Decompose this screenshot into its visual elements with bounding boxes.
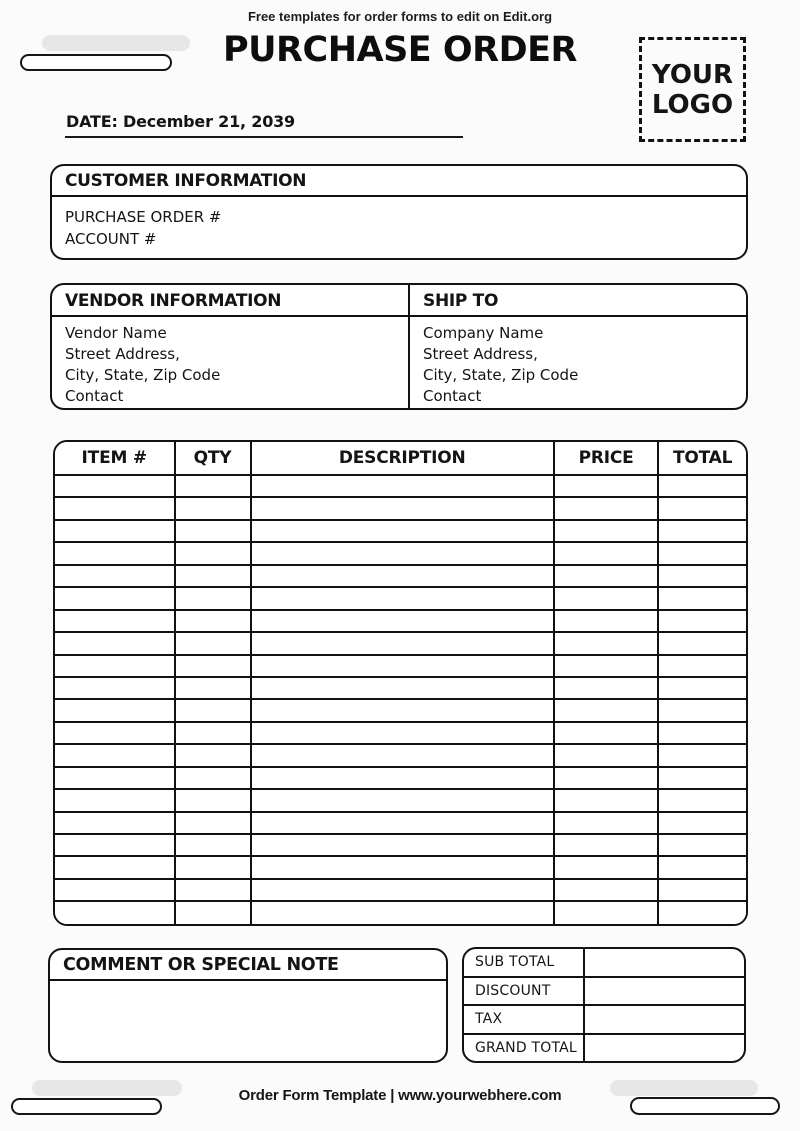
decor-pill-bottom-left-gray — [32, 1080, 182, 1096]
date-field[interactable]: DATE: December 21, 2039 — [65, 112, 463, 138]
column-header-description: DESCRIPTION — [251, 442, 554, 475]
item-row — [55, 677, 746, 699]
info-line: ACCOUNT # — [65, 230, 157, 248]
item-cell[interactable] — [554, 834, 658, 856]
item-row — [55, 722, 746, 744]
info-line: Contact — [423, 387, 482, 405]
vendor-information-fields — [52, 317, 408, 410]
logo-placeholder-label: YOUR LOGO — [651, 59, 734, 120]
item-cell[interactable] — [55, 565, 175, 587]
item-cell[interactable] — [251, 789, 554, 811]
item-cell[interactable] — [55, 542, 175, 564]
item-cell[interactable] — [55, 744, 175, 766]
item-cell[interactable] — [175, 475, 251, 497]
item-row — [55, 834, 746, 856]
item-cell[interactable] — [175, 677, 251, 699]
info-line: City, State, Zip Code — [65, 366, 221, 384]
item-cell[interactable] — [251, 497, 554, 519]
item-cell[interactable] — [554, 744, 658, 766]
item-row — [55, 767, 746, 789]
item-cell[interactable] — [554, 901, 658, 924]
decor-pill-top-outline — [20, 54, 172, 71]
item-cell[interactable] — [658, 767, 746, 789]
vendor-information-column — [52, 285, 410, 408]
item-cell[interactable] — [554, 812, 658, 834]
item-cell[interactable] — [554, 722, 658, 744]
item-cell[interactable] — [175, 699, 251, 721]
item-cell[interactable] — [175, 542, 251, 564]
item-cell[interactable] — [55, 632, 175, 654]
site-tagline: Free templates for order forms to edit on Edit.org — [247, 9, 553, 24]
item-cell[interactable] — [175, 520, 251, 542]
item-row — [55, 879, 746, 901]
item-cell[interactable] — [251, 879, 554, 901]
item-cell[interactable] — [251, 520, 554, 542]
item-cell[interactable] — [251, 655, 554, 677]
item-cell[interactable] — [658, 475, 746, 497]
item-cell[interactable] — [251, 542, 554, 564]
totals-row — [464, 949, 744, 978]
totals-row — [464, 1035, 744, 1062]
column-header-item: ITEM # — [55, 442, 175, 475]
totals-label: SUB TOTAL — [464, 949, 585, 976]
vendor-shipto-section — [50, 283, 748, 410]
item-cell[interactable] — [251, 587, 554, 609]
item-row — [55, 901, 746, 924]
decor-pill-bottom-left-outline — [11, 1098, 162, 1115]
item-row — [55, 699, 746, 721]
item-cell[interactable] — [554, 789, 658, 811]
item-cell[interactable] — [554, 856, 658, 878]
items-table-header-row — [55, 442, 746, 475]
item-cell[interactable] — [251, 699, 554, 721]
info-line: Contact — [65, 387, 124, 405]
column-header-qty: QTY — [175, 442, 251, 475]
item-cell[interactable] — [175, 789, 251, 811]
item-cell[interactable] — [55, 497, 175, 519]
item-cell[interactable] — [554, 699, 658, 721]
item-cell[interactable] — [175, 901, 251, 924]
item-cell[interactable] — [554, 610, 658, 632]
vendor-information-title: VENDOR INFORMATION — [52, 285, 408, 317]
item-cell[interactable] — [658, 655, 746, 677]
item-cell[interactable] — [175, 565, 251, 587]
item-row — [55, 497, 746, 519]
item-cell[interactable] — [658, 610, 746, 632]
item-cell[interactable] — [251, 475, 554, 497]
item-cell[interactable] — [554, 542, 658, 564]
items-table-section — [53, 440, 748, 926]
info-line: Street Address, — [423, 345, 538, 363]
item-cell[interactable] — [251, 812, 554, 834]
item-cell[interactable] — [658, 834, 746, 856]
item-cell[interactable] — [175, 632, 251, 654]
item-cell[interactable] — [658, 812, 746, 834]
totals-label: TAX — [464, 1006, 585, 1033]
comment-input[interactable] — [50, 981, 446, 1063]
item-row — [55, 610, 746, 632]
totals-label: DISCOUNT — [464, 978, 585, 1005]
column-header-total: TOTAL — [658, 442, 746, 475]
item-cell[interactable] — [554, 879, 658, 901]
item-cell[interactable] — [175, 587, 251, 609]
item-cell[interactable] — [554, 587, 658, 609]
item-row — [55, 632, 746, 654]
item-cell[interactable] — [658, 520, 746, 542]
item-cell[interactable] — [175, 879, 251, 901]
item-cell[interactable] — [55, 879, 175, 901]
item-cell[interactable] — [251, 901, 554, 924]
info-line: Company Name — [423, 324, 544, 342]
customer-information-section — [50, 164, 748, 260]
footer-credit: Order Form Template | www.yourwebhere.com — [238, 1087, 562, 1104]
totals-value[interactable] — [585, 1035, 744, 1062]
item-cell[interactable] — [55, 789, 175, 811]
item-cell[interactable] — [251, 834, 554, 856]
item-cell[interactable] — [175, 655, 251, 677]
totals-row — [464, 1006, 744, 1035]
item-cell[interactable] — [55, 901, 175, 924]
item-cell[interactable] — [658, 744, 746, 766]
totals-value[interactable] — [585, 978, 744, 1005]
item-cell[interactable] — [554, 677, 658, 699]
item-cell[interactable] — [175, 744, 251, 766]
decor-pill-top-gray — [42, 35, 190, 51]
item-cell[interactable] — [658, 497, 746, 519]
item-cell[interactable] — [251, 632, 554, 654]
logo-placeholder[interactable] — [639, 37, 746, 142]
item-cell[interactable] — [55, 587, 175, 609]
customer-information-title: CUSTOMER INFORMATION — [52, 166, 746, 197]
item-cell[interactable] — [175, 767, 251, 789]
item-cell[interactable] — [251, 767, 554, 789]
item-row — [55, 520, 746, 542]
item-cell[interactable] — [658, 901, 746, 924]
item-cell[interactable] — [251, 856, 554, 878]
item-cell[interactable] — [251, 677, 554, 699]
page-title: PURCHASE ORDER — [222, 30, 577, 70]
item-cell[interactable] — [554, 520, 658, 542]
item-cell[interactable] — [658, 677, 746, 699]
totals-section — [462, 947, 746, 1063]
item-cell[interactable] — [658, 879, 746, 901]
item-cell[interactable] — [175, 812, 251, 834]
item-row — [55, 565, 746, 587]
items-table-body — [55, 475, 746, 924]
item-cell[interactable] — [175, 834, 251, 856]
item-cell[interactable] — [554, 475, 658, 497]
item-row — [55, 856, 746, 878]
item-cell[interactable] — [55, 677, 175, 699]
item-cell[interactable] — [251, 722, 554, 744]
item-row — [55, 744, 746, 766]
item-cell[interactable] — [658, 722, 746, 744]
item-cell[interactable] — [175, 497, 251, 519]
item-cell[interactable] — [55, 812, 175, 834]
item-cell[interactable] — [554, 565, 658, 587]
item-cell[interactable] — [658, 789, 746, 811]
totals-label: GRAND TOTAL — [464, 1035, 585, 1062]
comment-title: COMMENT OR SPECIAL NOTE — [50, 950, 446, 981]
item-cell[interactable] — [175, 610, 251, 632]
customer-information-fields — [52, 197, 746, 259]
item-cell[interactable] — [55, 699, 175, 721]
item-cell[interactable] — [55, 520, 175, 542]
item-row — [55, 655, 746, 677]
item-cell[interactable] — [55, 610, 175, 632]
item-cell[interactable] — [658, 699, 746, 721]
item-cell[interactable] — [251, 744, 554, 766]
item-cell[interactable] — [658, 587, 746, 609]
info-line: City, State, Zip Code — [423, 366, 579, 384]
item-cell[interactable] — [55, 655, 175, 677]
item-cell[interactable] — [554, 767, 658, 789]
item-row — [55, 812, 746, 834]
item-cell[interactable] — [251, 565, 554, 587]
ship-to-column — [410, 285, 746, 408]
item-cell[interactable] — [175, 856, 251, 878]
item-cell[interactable] — [658, 856, 746, 878]
item-row — [55, 542, 746, 564]
totals-row — [464, 978, 744, 1007]
item-cell[interactable] — [554, 632, 658, 654]
item-cell[interactable] — [658, 565, 746, 587]
ship-to-fields — [410, 317, 746, 410]
item-cell[interactable] — [658, 542, 746, 564]
item-cell[interactable] — [658, 632, 746, 654]
comment-section — [48, 948, 448, 1063]
item-row — [55, 587, 746, 609]
item-row — [55, 789, 746, 811]
item-cell[interactable] — [55, 834, 175, 856]
info-line: Street Address, — [65, 345, 180, 363]
ship-to-title: SHIP TO — [410, 285, 746, 317]
info-line: PURCHASE ORDER # — [65, 208, 222, 226]
decor-pill-bottom-right-gray — [610, 1080, 758, 1096]
info-line: Vendor Name — [65, 324, 167, 342]
item-cell[interactable] — [175, 722, 251, 744]
column-header-price: PRICE — [554, 442, 658, 475]
items-table — [55, 442, 746, 924]
item-cell[interactable] — [55, 767, 175, 789]
item-cell[interactable] — [55, 722, 175, 744]
item-cell[interactable] — [554, 497, 658, 519]
decor-pill-bottom-right-outline — [630, 1097, 780, 1115]
totals-value[interactable] — [585, 949, 744, 976]
item-row — [55, 475, 746, 497]
item-cell[interactable] — [251, 610, 554, 632]
item-cell[interactable] — [554, 655, 658, 677]
item-cell[interactable] — [55, 475, 175, 497]
item-cell[interactable] — [55, 856, 175, 878]
totals-value[interactable] — [585, 1006, 744, 1033]
